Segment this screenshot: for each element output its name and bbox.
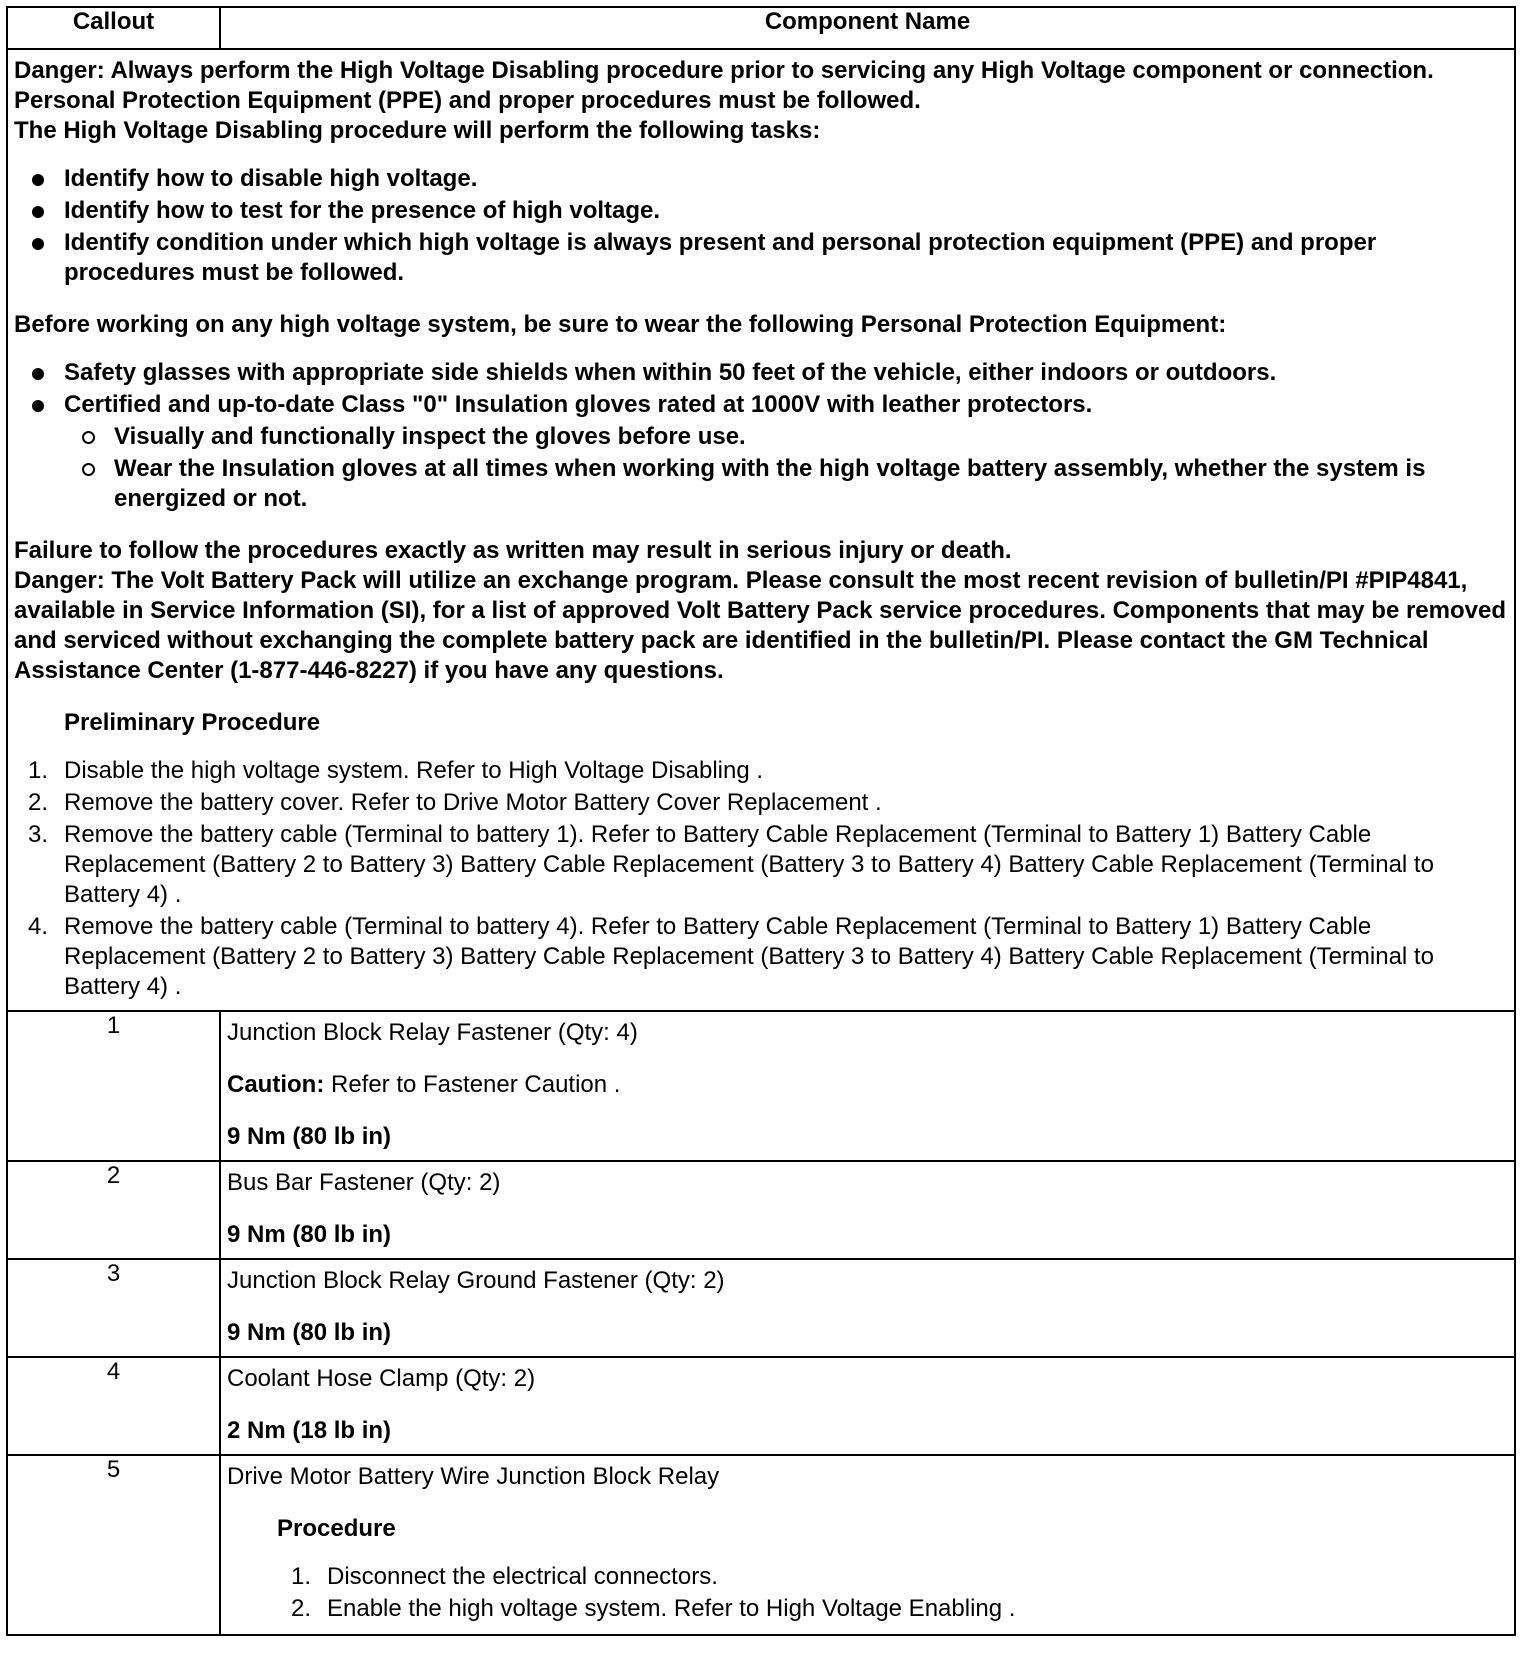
component-name: Drive Motor Battery Wire Junction Block Relay	[227, 1463, 720, 1490]
list-item: 1. Disable the high voltage system. Refer to High Voltage Disabling .	[28, 757, 764, 784]
procedure-title: Procedure	[277, 1515, 396, 1542]
preliminary-steps-list	[14, 756, 1508, 1002]
component-name: Junction Block Relay Ground Fastener (Qty: 2)	[227, 1267, 725, 1294]
table-row	[7, 1455, 1515, 1635]
list-item: 1. Disconnect the electrical connectors.	[291, 1563, 718, 1590]
procedure-steps-list	[227, 1562, 1508, 1624]
component-name: Bus Bar Fastener (Qty: 2)	[227, 1169, 501, 1196]
torque-spec: 9 Nm (80 lb in)	[227, 1123, 392, 1150]
list-item: Wear the Insulation gloves at all times when working with the high voltage battery assembly, whether the system is energized or not.	[64, 454, 1508, 514]
ppe-list	[14, 358, 1508, 514]
callout-number: 3	[7, 1259, 220, 1357]
list-item: Certified and up-to-date Class "0" Insulation gloves rated at 1000V with leather protectors. Visually and functionally inspect the gloves before use. Wear the Insulation gloves at all times when working with the high voltage battery assembly, whether the system is energized or not.	[14, 390, 1508, 514]
component-cell	[220, 1357, 1515, 1455]
danger-warning-line: Danger: Always perform the High Voltage Disabling procedure prior to servicing any High Voltage component or connection.	[14, 57, 1434, 84]
bullet-icon	[32, 206, 44, 218]
bullet-icon	[32, 238, 44, 250]
procedure-sheet	[6, 6, 1514, 1636]
callout-number: 2	[7, 1161, 220, 1259]
list-item: Identify condition under which high voltage is always present and personal protection equipment (PPE) and proper procedures must be followed.	[14, 228, 1508, 288]
list-item: 2. Enable the high voltage system. Refer to High Voltage Enabling .	[291, 1595, 1016, 1622]
exchange-program-danger: Danger: The Volt Battery Pack will utilize an exchange program. Please consult the most recent revision of bulletin/PI #PIP4841, available in Service Information (SI), for a list of approved Volt Battery Pack service procedures. Components that may be removed and serviced without exchanging the complete battery pack are identified in the bulletin/PI. Please contact the GM Technical Assistance Center (1-877-446-8227) if you have any questions.	[14, 567, 1506, 684]
component-cell	[220, 1259, 1515, 1357]
ppe-intro-line: Before working on any high voltage system, be sure to wear the following Personal Protection Equipment:	[14, 311, 1227, 338]
caution-note: Caution: Refer to Fastener Caution .	[227, 1071, 621, 1098]
intro-row	[7, 49, 1515, 1011]
torque-spec: 9 Nm (80 lb in)	[227, 1221, 392, 1248]
callout-table	[6, 6, 1516, 1636]
tasks-list	[14, 164, 1508, 288]
failure-warning-line: Failure to follow the procedures exactly as written may result in serious injury or death.	[14, 537, 1012, 564]
table-row	[7, 1259, 1515, 1357]
hollow-bullet-icon	[82, 431, 95, 444]
component-cell	[220, 1011, 1515, 1161]
list-item: 2. Remove the battery cover. Refer to Drive Motor Battery Cover Replacement .	[28, 789, 882, 816]
ppe-requirement-line: Personal Protection Equipment (PPE) and proper procedures must be followed.	[14, 87, 921, 114]
callout-number: 5	[7, 1455, 220, 1635]
list-item: Identify how to test for the presence of high voltage.	[14, 196, 1508, 226]
list-item: Safety glasses with appropriate side shields when within 50 feet of the vehicle, either indoors or outdoors.	[14, 358, 1508, 388]
torque-spec: 2 Nm (18 lb in)	[227, 1417, 392, 1444]
component-name-column-header: Component Name	[220, 7, 1515, 49]
torque-spec: 9 Nm (80 lb in)	[227, 1319, 392, 1346]
table-header-row	[7, 7, 1515, 49]
table-row	[7, 1011, 1515, 1161]
bullet-icon	[32, 368, 44, 380]
component-cell	[220, 1455, 1515, 1635]
bullet-icon	[32, 174, 44, 186]
list-item: 3. Remove the battery cable (Terminal to battery 1). Refer to Battery Cable Replacement (Terminal to Battery 1) Battery Cable Replacement (Battery 2 to Battery 3) Battery Cable Replacement (Battery 3 to Battery 4) Battery Cable Replacement (Terminal to Battery 4) .	[28, 821, 1434, 908]
tasks-intro-line: The High Voltage Disabling procedure will perform the following tasks:	[14, 117, 821, 144]
callout-column-header: Callout	[7, 7, 220, 49]
intro-cell	[7, 49, 1515, 1011]
bullet-icon	[32, 400, 44, 412]
callout-number: 4	[7, 1357, 220, 1455]
list-item: Identify how to disable high voltage.	[14, 164, 1508, 194]
table-row	[7, 1161, 1515, 1259]
component-name: Junction Block Relay Fastener (Qty: 4)	[227, 1019, 638, 1046]
hollow-bullet-icon	[82, 463, 95, 476]
component-name: Coolant Hose Clamp (Qty: 2)	[227, 1365, 536, 1392]
component-cell	[220, 1161, 1515, 1259]
table-row	[7, 1357, 1515, 1455]
preliminary-procedure-title: Preliminary Procedure	[64, 709, 321, 736]
glove-notes-list	[64, 422, 1508, 514]
list-item: 4. Remove the battery cable (Terminal to battery 4). Refer to Battery Cable Replacement (Terminal to Battery 1) Battery Cable Replacement (Battery 2 to Battery 3) Battery Cable Replacement (Battery 3 to Battery 4) Battery Cable Replacement (Terminal to Battery 4) .	[28, 913, 1434, 1000]
list-item: Visually and functionally inspect the gloves before use.	[64, 422, 1508, 452]
callout-number: 1	[7, 1011, 220, 1161]
